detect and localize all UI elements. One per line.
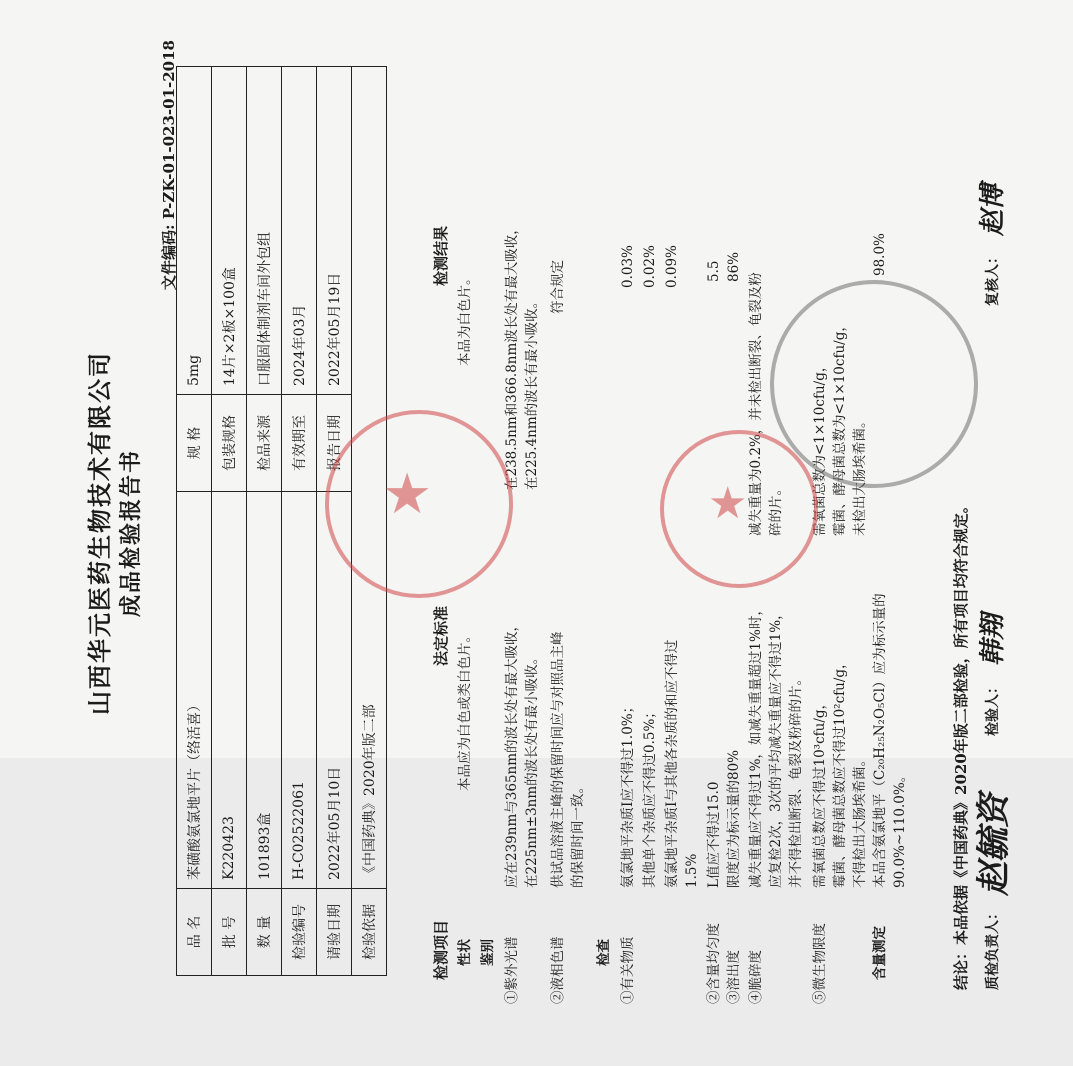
result-content-uniformity: 5.5 bbox=[706, 260, 722, 282]
standard-dissolution: 限度应为标示量的80% bbox=[726, 749, 742, 888]
standard-lc-1: 供试品溶液主峰的保留时间应与对照品主峰 bbox=[550, 631, 566, 888]
column-result-header: 检测结果 bbox=[432, 225, 450, 286]
item-content-uniformity: ②含量均匀度 bbox=[706, 923, 722, 1004]
standard-content-uniformity: L值应不得过15.0 bbox=[706, 781, 722, 888]
result-related-3: 0.09% bbox=[664, 245, 680, 288]
item-identification: 鉴别 bbox=[480, 939, 496, 966]
standard-lc-2: 的保留时间一致。 bbox=[570, 780, 586, 888]
inspector-signature: 韩翔 bbox=[978, 613, 1008, 666]
result-friability-1: 减失重量为0.2%，并未检出断裂、龟裂及粉 bbox=[748, 272, 764, 536]
column-item-header: 检测项目 bbox=[432, 919, 450, 980]
item-microbial: ⑤微生物限度 bbox=[812, 923, 828, 1004]
qa-stamp-star-icon: ★ bbox=[708, 478, 748, 529]
result-friability-2: 碎的片。 bbox=[768, 482, 784, 536]
file-number: 文件编码: P-ZK-01-023-01-2018 bbox=[160, 40, 178, 291]
result-microbial-2: 霉菌、酵母菌总数为<1×10cfu/g， bbox=[832, 318, 848, 536]
standard-related-4: 1.5% bbox=[684, 853, 700, 888]
info-value: 2022年05月19日 bbox=[317, 67, 352, 395]
standard-friability-3: 并不得检出断裂、龟裂及粉碎的片。 bbox=[788, 672, 804, 888]
reviewer-label: 复核人： bbox=[985, 250, 1001, 306]
item-uv: ①紫外光谱 bbox=[504, 936, 520, 1004]
info-label: 数 量 bbox=[247, 889, 282, 976]
result-microbial-1: 需氧菌总数为<1×10cfu/g， bbox=[812, 358, 828, 536]
info-value: 101893盒 bbox=[247, 492, 282, 889]
info-row bbox=[247, 67, 282, 976]
info-value: 苯磺酸氨氯地平片（络活喜） bbox=[177, 492, 212, 889]
result-dissolution: 86% bbox=[726, 251, 742, 282]
reviewer-signature: 赵博 bbox=[978, 183, 1008, 236]
result-microbial-3: 未检出大肠埃希菌。 bbox=[852, 414, 868, 536]
info-label: 检验编号 bbox=[282, 889, 317, 976]
conclusion: 结论：本品依据《中国药典》2020年版二部检验，所有项目均符合规定。 bbox=[952, 498, 970, 990]
item-character: 性状 bbox=[457, 939, 473, 966]
info-label: 批 号 bbox=[212, 889, 247, 976]
info-value: 14片×2板×100盒 bbox=[212, 67, 247, 395]
standard-microbial-2: 霉菌、酵母菌总数应不得过10²cfu/g， bbox=[832, 655, 848, 888]
info-label: 检品来源 bbox=[247, 395, 282, 492]
result-related-1: 0.03% bbox=[620, 245, 636, 288]
standard-friability-1: 减失重量应不得过1%，如减失重量超过1%时， bbox=[748, 602, 764, 888]
info-label: 报告日期 bbox=[317, 395, 352, 492]
item-friability: ④脆碎度 bbox=[748, 950, 764, 1004]
company-name: 山西华元医药生物技术有限公司 bbox=[85, 351, 114, 715]
info-label: 品 名 bbox=[177, 889, 212, 976]
info-label: 规 格 bbox=[177, 395, 212, 492]
standard-assay-1: 本品含氨氯地平（C₂₀H₂₅N₂O₅Cl）应为标示量的 bbox=[872, 593, 888, 888]
standard-related-2: 其他单个杂质应不得过0.5%； bbox=[642, 705, 658, 888]
item-lc: ②液相色谱 bbox=[550, 936, 566, 1004]
red-stamp-star-icon: ★ bbox=[382, 462, 433, 527]
report-title: 成品检验报告书 bbox=[118, 449, 144, 618]
standard-friability-2: 应复检2次，3次的平均减失重量应不得过1%， bbox=[768, 606, 784, 888]
info-label: 包装规格 bbox=[212, 395, 247, 492]
column-standard-header: 法定标准 bbox=[432, 605, 450, 666]
result-related-2: 0.02% bbox=[642, 245, 658, 288]
info-value: 口服固体制剂车间外包组 bbox=[247, 67, 282, 395]
result-uv-1: 在238.5nm和366.8nm波长处有最大吸收， bbox=[504, 221, 520, 490]
standard-microbial-1: 需氧菌总数应不得过10³cfu/g， bbox=[812, 695, 828, 888]
result-uv-2: 在225.4nm的波长有最小吸收。 bbox=[524, 294, 540, 490]
info-row bbox=[282, 67, 317, 976]
qa-label: 质检负责人： bbox=[985, 906, 1001, 990]
info-label: 检验依据 bbox=[352, 889, 387, 976]
info-row bbox=[177, 67, 212, 976]
standard-uv-2: 在225nm±3nm的波长处有最小吸收。 bbox=[524, 650, 540, 888]
item-check: 检查 bbox=[596, 939, 612, 966]
item-related: ①有关物质 bbox=[620, 936, 636, 1004]
result-character: 本品为白色片。 bbox=[457, 271, 473, 366]
standard-assay-2: 90.0%~110.0%。 bbox=[892, 768, 908, 888]
item-dissolution: ③溶出度 bbox=[726, 950, 742, 1004]
info-value: 2022年05月10日 bbox=[317, 492, 352, 889]
info-value: K220423 bbox=[212, 492, 247, 889]
standard-character: 本品应为白色或类白色片。 bbox=[457, 629, 473, 791]
inspection-stamp bbox=[770, 280, 978, 488]
result-assay: 98.0% bbox=[872, 233, 888, 276]
standard-uv-1: 应在239nm与365nm的波长处有最大吸收， bbox=[504, 617, 520, 888]
standard-related-3: 氨氯地平杂质I与其他各杂质的和应不得过 bbox=[664, 639, 680, 888]
standard-microbial-3: 不得检出大肠埃希菌。 bbox=[852, 753, 868, 888]
qa-signature: 赵毓资 bbox=[974, 794, 1014, 896]
info-value: 《中国药典》2020年版二部 bbox=[352, 67, 387, 889]
info-value: H-C02522061 bbox=[282, 492, 317, 889]
info-label: 有效期至 bbox=[282, 395, 317, 492]
info-row bbox=[212, 67, 247, 976]
info-value: 5mg bbox=[177, 67, 212, 395]
info-value: 2024年03月 bbox=[282, 67, 317, 395]
item-assay: 含量测定 bbox=[872, 926, 888, 980]
inspector-label: 检验人： bbox=[985, 680, 1001, 736]
result-lc: 符合规定 bbox=[550, 260, 566, 314]
info-label: 请验日期 bbox=[317, 889, 352, 976]
standard-related-1: 氨氯地平杂质I应不得过1.0%； bbox=[620, 699, 636, 888]
